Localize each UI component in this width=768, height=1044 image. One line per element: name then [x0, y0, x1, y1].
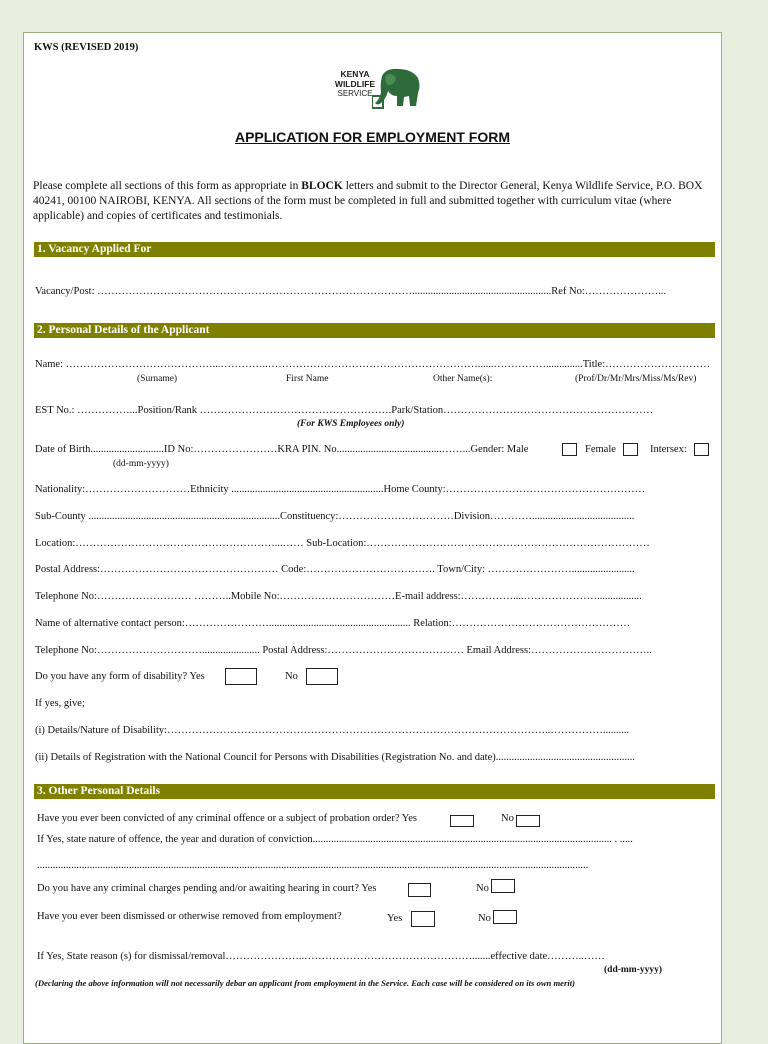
offence-details-field[interactable]: If Yes, state nature of offence, the year and duration of conviction.................................................................................................................. . ..... — [37, 834, 633, 845]
nationality-field[interactable]: Nationality:…………………………Ethnicity ..........................................................Home County:………………………………………………… — [35, 484, 646, 495]
dismissal-reason-field[interactable]: If Yes, State reason (s) for dismissal/removal…………………..………………………………………….......effective date………..…… — [37, 951, 605, 962]
kws-employees-note: (For KWS Employees only) — [297, 419, 405, 429]
gender-intersex-checkbox[interactable] — [694, 443, 709, 456]
pending-yes-checkbox[interactable] — [408, 883, 431, 897]
dismissed-no-label: No — [478, 913, 491, 924]
disability-no-checkbox[interactable] — [306, 668, 338, 685]
disability-yes-checkbox[interactable] — [225, 668, 257, 685]
vacancy-post-field[interactable]: Vacancy/Post: ……………………………………………………………………………….....................................................Ref No:…………………... — [35, 286, 667, 297]
disability-details-field[interactable]: (i) Details/Nature of Disability:………………………………………………………………………………………………..…………….......... — [35, 725, 630, 736]
conviction-question: Have you ever been convicted of any criminal offence or a subject of probation order? Yes — [37, 813, 417, 824]
pending-no-label: No — [476, 883, 489, 894]
section-1-heading: 1. Vacancy Applied For — [34, 242, 715, 257]
disability-question: Do you have any form of disability? Yes — [35, 671, 205, 682]
section-2-heading: 2. Personal Details of the Applicant — [34, 323, 715, 338]
dismissed-no-checkbox[interactable] — [493, 910, 517, 924]
dob-format-caption: (dd-mm-yyyy) — [113, 459, 169, 469]
intro-text-1: Please complete all sections of this form as appropriate in — [33, 180, 302, 192]
effective-date-format: (dd-mm-yyyy) — [604, 965, 663, 975]
logo-line-1: KENYA — [340, 69, 370, 79]
conviction-no-checkbox[interactable] — [516, 815, 540, 827]
gender-male-checkbox[interactable] — [562, 443, 577, 456]
form-title: APPLICATION FOR EMPLOYMENT FORM — [234, 129, 511, 145]
kws-logo — [330, 64, 422, 111]
declaration-note: (Declaring the above information will not necessarily debar an applicant from employment in the Service. Each case will be considered on its own merit) — [35, 978, 575, 988]
subcounty-field[interactable]: Sub-County .........................................................................Constituency:……………………………Division…………....................................... — [35, 511, 635, 522]
revision-label: KWS (REVISED 2019) — [34, 42, 139, 53]
elephant-icon — [372, 66, 422, 110]
intro-paragraph — [33, 179, 718, 224]
postal-address-field[interactable]: Postal Address:…………………………………………… Code:………………………………. Town/City: ……………………........................ — [35, 564, 635, 575]
intro-bold: BLOCK — [301, 180, 343, 192]
intro-text-2: letters and submit to the Director General, Kenya Wildlife Service, P.O. BOX 40241, 00100 NAIROBI, KENYA. All sections of the form must be completed in full and submitted together with curriculum vitae (where applicable) and copies of certificates and testimonials. — [33, 180, 703, 222]
female-label: Female — [585, 444, 616, 455]
dismissed-question: Have you ever been dismissed or otherwise removed from employment? — [37, 911, 342, 922]
logo-line-3: SERVICE — [337, 89, 373, 98]
surname-caption: (Surname) — [137, 374, 178, 384]
alternative-telephone-field[interactable]: Telephone No:…………………………...................... Postal Address:………………………………… Email Address:…………………………….. — [35, 645, 652, 656]
telephone-field[interactable]: Telephone No:……………………… ………..Mobile No:……………………………E-mail address:……………....…………………................. — [35, 591, 642, 602]
est-position-field[interactable]: EST No.: ……………...Position/Rank ……………………………………………….Park/Station…………………………………………………… — [35, 405, 654, 416]
form-page — [23, 32, 722, 1044]
pending-no-checkbox[interactable] — [491, 879, 515, 893]
conviction-yes-checkbox[interactable] — [450, 815, 474, 827]
offence-details-line-2[interactable]: .................................................................................................................................................................................................................. — [37, 860, 589, 871]
section-3-heading: 3. Other Personal Details — [34, 784, 715, 799]
intersex-label: Intersex: — [650, 444, 687, 455]
disability-registration-field[interactable]: (ii) Details of Registration with the National Council for Persons with Disabilities (Registration No. and date)..................................................... — [35, 752, 635, 763]
other-names-caption: Other Name(s): — [433, 374, 493, 384]
disability-no-label: No — [285, 671, 298, 682]
logo-line-2: WILDLIFE — [334, 79, 376, 89]
pending-charges-question: Do you have any criminal charges pending and/or awaiting hearing in court? Yes — [37, 883, 377, 894]
dob-id-kra-field[interactable]: Date of Birth............................ID No:……………………KRA PIN. No........................................……...Gender: Male — [35, 444, 529, 455]
if-yes-label: If yes, give; — [35, 698, 85, 709]
first-name-caption: First Name — [286, 374, 329, 384]
dismissed-yes-label: Yes — [387, 913, 403, 924]
location-field[interactable]: Location:…………………………………………………...…… Sub-Location:……………………………………………………………………… — [35, 538, 650, 549]
gender-female-checkbox[interactable] — [623, 443, 638, 456]
conviction-no-label: No — [501, 813, 514, 824]
name-field[interactable]: Name: ……………………………………...…………..……………………………………………………......……………..............Title:………………………… — [35, 359, 711, 370]
alternative-contact-field[interactable]: Name of alternative contact person:……………………...................................................... Relation:…………………………………………… — [35, 618, 631, 629]
title-caption: (Prof/Dr/Mr/Mrs/Miss/Ms/Rev) — [575, 374, 697, 384]
dismissed-yes-checkbox[interactable] — [411, 911, 435, 927]
